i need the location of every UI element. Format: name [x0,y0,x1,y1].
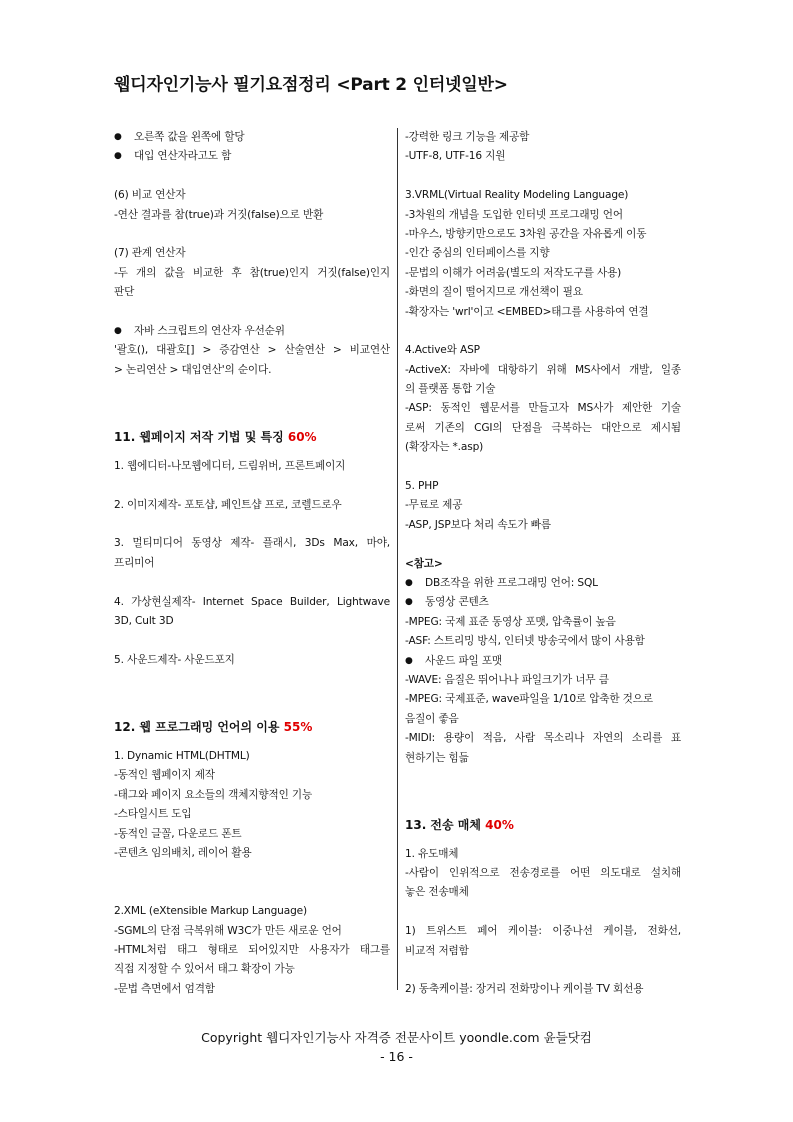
relation-operator-heading: (7) 관계 연산자 [114,247,186,260]
section-percent: 60% [287,429,317,444]
bullet-item: ● 동영상 콘텐츠 [405,593,681,612]
text-line: -인간 중심의 인터페이스를 지향 [405,247,550,260]
section-title: 11. 웹페이지 저작 기법 및 특징 [114,429,284,444]
php-heading: 5. PHP [405,480,439,493]
text-line: 1. Dynamic HTML(DHTML) [114,749,250,762]
list-item: 1. 웹에디터-나모웹에디터, 드림위버, 프론트페이지 [114,459,346,472]
text-line: 음질이 좋음 [405,712,459,725]
text-line: '괄호(), 대괄호[] > 증감연산 > 산술연산 > 비교연산 [114,344,390,357]
section-title: 12. 웹 프로그래밍 언어의 이용 [114,719,280,734]
activex-heading: 4.Active와 ASP [405,344,480,357]
text-line: -ActiveX: 자바에 대항하기 위해 MS사에서 개발, 일종 [405,363,681,376]
text-line: -MPEG: 국제 표준 동영상 포맷, 압축률이 높음 [405,615,616,628]
bullet-item: ● 자바 스크립트의 연산자 우선순위 [114,322,390,341]
list-item: 4. 가상현실제작- Internet Space Builder, Lightwave [114,595,390,608]
text-line: 1. 유도매체 [405,847,459,860]
text-line: -무료로 제공 [405,499,463,512]
text-line: -확장자는 'wrl'이고 <EMBED>태그를 사용하여 연결 [405,305,649,318]
text-line: -ASF: 스트리밍 방식, 인터넷 방송국에서 많이 사용함 [405,635,645,648]
bullet-item: ● DB조작을 위한 프로그래밍 언어: SQL [405,574,681,593]
bullet-item: ● 오른쪽 값을 왼쪽에 할당 [114,128,390,147]
text-line: -HTML처럼 태그 형태로 되어있지만 사용자가 태그를 [114,943,390,956]
section-heading-13 [405,815,681,835]
bullet-item: ● 사운드 파일 포맷 [405,652,681,671]
text-line: -UTF-8, UTF-16 지원 [405,150,506,163]
text-line: -강력한 링크 기능을 제공함 [405,131,530,143]
text-line: -MPEG: 국제표준, wave파일을 1/10로 압축한 것으로 [405,693,653,706]
column-divider [397,128,398,990]
left-column [114,128,390,999]
text-line: -3차원의 개념을 도입한 인터넷 프로그래밍 언어 [405,208,623,221]
text-line: 프리미어 [114,556,155,569]
text-line: -연산 결과를 참(true)과 거짓(false)으로 반환 [114,208,324,221]
text-line: 현하기는 힘듦 [405,751,469,764]
text-line: 의 플랫폼 통합 기술 [405,383,496,396]
text-line: 로써 기존의 CGI의 단점을 극복하는 대안으로 제시됨 [405,421,681,434]
text-line: -두 개의 값을 비교한 후 참(true)인지 거짓(false)인지 [114,266,390,279]
section-heading-12 [114,717,390,737]
bullet-item: ● 대입 연산자라고도 함 [114,147,390,166]
text-line: 직접 지정할 수 있어서 태그 확장이 가능 [114,963,295,976]
text-line: -WAVE: 음질은 뛰어나나 파일크기가 너무 큼 [405,673,609,686]
text-line: 판단 [114,286,135,299]
text-line: (확장자는 *.asp) [405,441,484,454]
list-item: 2. 이미지제작- 포토샵, 페인트샵 프로, 코렐드로우 [114,498,342,511]
section-percent: 55% [283,719,313,734]
text-line: -ASP: 동적인 웹문서를 만들고자 MS사가 제안한 기술 [405,402,681,415]
text-line: -사람이 인위적으로 전송경로를 어떤 의도대로 설치해 [405,867,681,880]
list-item: 3. 멀티미디어 동영상 제작- 플래시, 3Ds Max, 마야, [114,537,390,550]
document-title: 웹디자인기능사 필기요점정리 <Part 2 인터넷일반> [114,75,508,95]
text-line: 3.VRML(Virtual Reality Modeling Language) [405,189,629,202]
text-line: -문법의 이해가 어려움(별도의 저작도구를 사용) [405,266,622,279]
text-line: 놓은 전송매체 [405,886,469,899]
text-line: 1) 트위스트 페어 케이블: 이중나선 케이블, 전화선, [405,925,681,938]
text-line: -콘텐츠 임의배치, 레이어 활용 [114,846,252,859]
section-percent: 40% [485,817,514,832]
text-line: 2.XML (eXtensible Markup Language) [114,905,308,918]
text-line: -마우스, 방향키만으로도 3차원 공간을 자유롭게 이동 [405,227,647,240]
page-number: - 16 - [380,1049,413,1064]
text-line: 비교적 저렴함 [405,944,469,957]
compare-operator-heading: (6) 비교 연산자 [114,189,186,202]
text-line: -SGML의 단점 극복위해 W3C가 만든 새로운 언어 [114,924,342,937]
text-line: -스타일시트 도입 [114,808,192,821]
text-line: 3D, Cult 3D [114,615,174,627]
reference-heading: <참고> [405,557,443,570]
footer-copyright: Copyright 웹디자인기능사 자격증 전문사이트 yoondle.com 윤들닷컴 [201,1030,592,1045]
text-line: -태그와 페이지 요소들의 객체지향적인 기능 [114,788,313,801]
list-item: 5. 사운드제작- 사운드포지 [114,653,235,666]
text-line: -ASP, JSP보다 처리 속도가 빠름 [405,518,551,531]
text-line: -동적인 웹페이지 제작 [114,769,215,782]
text-line: -동적인 글꼴, 다운로드 폰트 [114,827,242,840]
text-line: -MIDI: 용량이 적음, 사람 목소리나 자연의 소리를 표 [405,732,681,745]
text-line: 2) 동축케이블: 장거리 전화망이나 케이블 TV 회선용 [405,983,644,996]
text-line: > 논리연산 > 대입연산'의 순이다. [114,363,272,376]
right-column [405,128,681,1000]
text-line: -화면의 질이 떨어지므로 개선책이 필요 [405,286,583,299]
text-line: -문법 측면에서 엄격함 [114,982,215,995]
section-title: 13. 전송 매체 [405,817,481,832]
section-heading-11 [114,427,390,447]
